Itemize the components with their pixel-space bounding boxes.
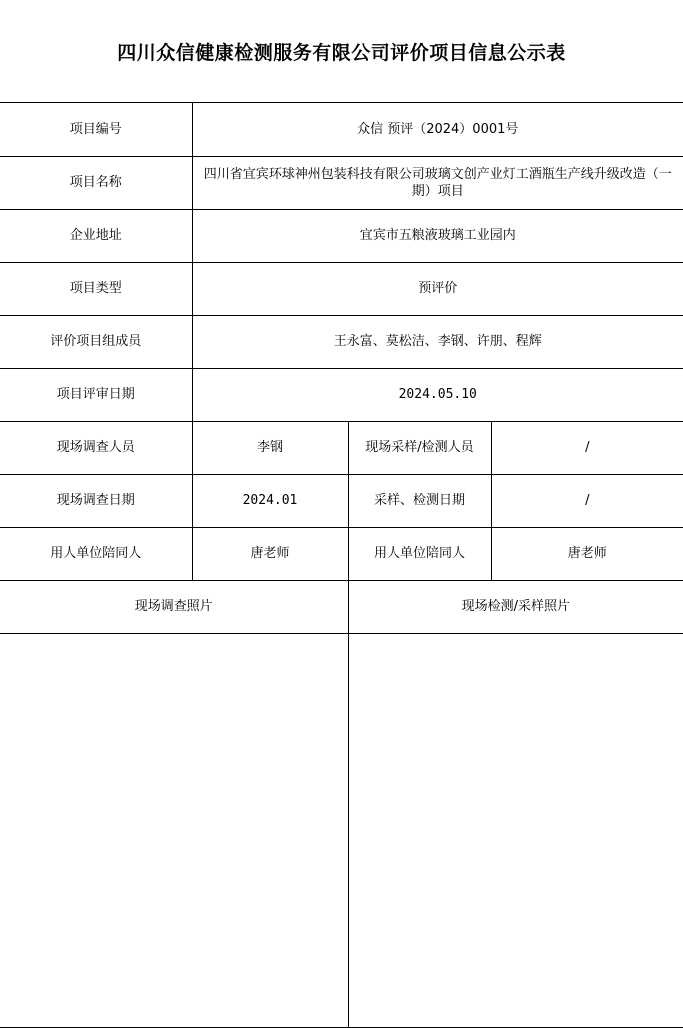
- label-escort-2: 用人单位陪同人: [348, 527, 491, 580]
- row-survey-date: [0, 474, 683, 527]
- document-title: 四川众信健康检测服务有限公司评价项目信息公示表: [117, 41, 566, 64]
- sampling-photos-area: [348, 633, 683, 1027]
- label-review-date: 项目评审日期: [0, 368, 192, 421]
- label-escort: 用人单位陪同人: [0, 527, 192, 580]
- label-survey-staff: 现场调查人员: [0, 421, 192, 474]
- value-escort-2: 唐老师: [491, 527, 683, 580]
- value-team-members: 王永富、莫松洁、李钢、许朋、程辉: [192, 315, 683, 368]
- title-row: [0, 0, 683, 103]
- row-project-type: [0, 262, 683, 315]
- value-company-address: 宜宾市五粮液玻璃工业园内: [192, 209, 683, 262]
- row-escort: [0, 527, 683, 580]
- value-sampling-staff: /: [491, 421, 683, 474]
- value-survey-staff: 李钢: [192, 421, 348, 474]
- label-team-members: 评价项目组成员: [0, 315, 192, 368]
- row-project-name: [0, 156, 683, 209]
- survey-photos-area: [0, 633, 348, 1027]
- label-project-name: 项目名称: [0, 156, 192, 209]
- label-survey-date: 现场调查日期: [0, 474, 192, 527]
- row-team-members: [0, 315, 683, 368]
- value-review-date: 2024.05.10: [192, 368, 683, 421]
- value-project-no: 众信 预评（2024）0001号: [192, 103, 683, 156]
- row-photo-headers: [0, 580, 683, 633]
- info-table: [0, 103, 683, 1028]
- row-company-address: [0, 209, 683, 262]
- label-sampling-date: 采样、检测日期: [348, 474, 491, 527]
- value-project-type: 预评价: [192, 262, 683, 315]
- row-photo-areas: [0, 633, 683, 1027]
- row-survey-staff: [0, 421, 683, 474]
- label-project-type: 项目类型: [0, 262, 192, 315]
- value-project-name: 四川省宜宾环球神州包装科技有限公司玻璃文创产业灯工酒瓶生产线升级改造（一期）项目: [192, 156, 683, 209]
- sampling-photos-label: 现场检测/采样照片: [348, 580, 683, 633]
- label-sampling-staff: 现场采样/检测人员: [348, 421, 491, 474]
- value-escort: 唐老师: [192, 527, 348, 580]
- value-survey-date: 2024.01: [192, 474, 348, 527]
- value-sampling-date: /: [491, 474, 683, 527]
- label-company-address: 企业地址: [0, 209, 192, 262]
- row-review-date: [0, 368, 683, 421]
- survey-photos-label: 现场调查照片: [0, 580, 348, 633]
- row-project-no: [0, 103, 683, 156]
- label-project-no: 项目编号: [0, 103, 192, 156]
